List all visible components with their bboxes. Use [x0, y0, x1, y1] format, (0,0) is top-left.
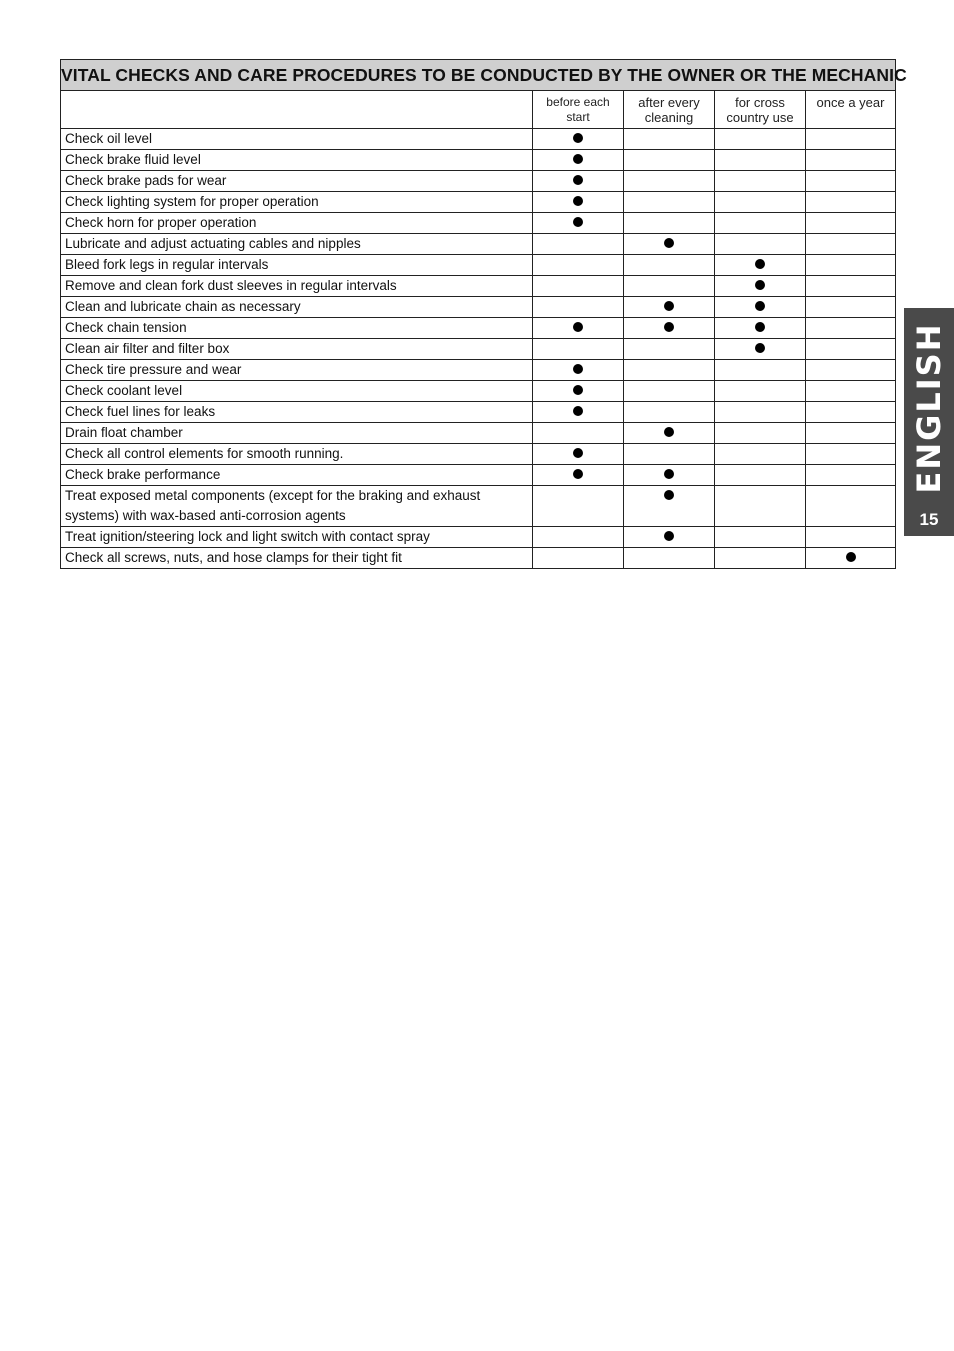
mark-cell — [715, 444, 806, 465]
column-header-once-a-year — [806, 91, 896, 129]
task-cell: Clean air filter and filter box — [61, 339, 533, 360]
mark-cell — [533, 548, 624, 569]
table-row — [61, 339, 896, 360]
task-cell: Check all screws, nuts, and hose clamps for their tight fit — [61, 548, 533, 569]
bullet-dot-icon — [664, 427, 674, 437]
task-cell: Check oil level — [61, 129, 533, 150]
mark-cell — [806, 444, 896, 465]
bullet-dot-icon — [755, 343, 765, 353]
mark-cell — [806, 360, 896, 381]
task-cell: Lubricate and adjust actuating cables and nipples — [61, 234, 533, 255]
mark-cell — [806, 486, 896, 527]
mark-cell — [715, 339, 806, 360]
mark-cell — [624, 486, 715, 527]
mark-cell — [624, 276, 715, 297]
mark-cell — [715, 150, 806, 171]
bullet-dot-icon — [664, 322, 674, 332]
task-cell: Treat ignition/steering lock and light switch with contact spray — [61, 527, 533, 548]
mark-cell — [715, 402, 806, 423]
mark-cell — [806, 276, 896, 297]
mark-cell — [533, 171, 624, 192]
mark-cell — [533, 192, 624, 213]
table-row — [61, 318, 896, 339]
table-row — [61, 402, 896, 423]
bullet-dot-icon — [755, 322, 765, 332]
mark-cell — [806, 213, 896, 234]
mark-cell — [533, 527, 624, 548]
bullet-dot-icon — [755, 280, 765, 290]
mark-cell — [715, 255, 806, 276]
mark-cell — [806, 548, 896, 569]
mark-cell — [624, 318, 715, 339]
mark-cell — [806, 423, 896, 444]
mark-cell — [533, 465, 624, 486]
mark-cell — [806, 527, 896, 548]
bullet-dot-icon — [573, 133, 583, 143]
mark-cell — [533, 318, 624, 339]
mark-cell — [533, 150, 624, 171]
mark-cell — [533, 297, 624, 318]
mark-cell — [624, 171, 715, 192]
mark-cell — [715, 381, 806, 402]
mark-cell — [624, 234, 715, 255]
task-cell: Treat exposed metal components (except for the braking and exhaust systems) with wax-based anti-corrosion agents — [61, 486, 533, 527]
bullet-dot-icon — [664, 301, 674, 311]
column-header-cross-country — [715, 91, 806, 129]
mark-cell — [806, 339, 896, 360]
task-cell: Clean and lubricate chain as necessary — [61, 297, 533, 318]
mark-cell — [806, 234, 896, 255]
task-cell: Check brake fluid level — [61, 150, 533, 171]
bullet-dot-icon — [664, 490, 674, 500]
mark-cell — [715, 129, 806, 150]
bullet-dot-icon — [573, 217, 583, 227]
bullet-dot-icon — [573, 469, 583, 479]
table-title: VITAL CHECKS AND CARE PROCEDURES TO BE CONDUCTED BY THE OWNER OR THE MECHANIC — [61, 60, 896, 91]
mark-cell — [533, 276, 624, 297]
bullet-dot-icon — [573, 175, 583, 185]
table-row — [61, 548, 896, 569]
mark-cell — [533, 213, 624, 234]
bullet-dot-icon — [573, 364, 583, 374]
bullet-dot-icon — [573, 322, 583, 332]
column-header-line: after every — [638, 94, 700, 110]
mark-cell — [806, 171, 896, 192]
bullet-dot-icon — [573, 448, 583, 458]
mark-cell — [715, 486, 806, 527]
table-title-row — [61, 60, 896, 91]
column-header-line: once a year — [816, 95, 885, 110]
bullet-dot-icon — [755, 301, 765, 311]
bullet-dot-icon — [573, 385, 583, 395]
column-header-line: country use — [726, 109, 794, 125]
column-header-before-each-start — [533, 91, 624, 129]
mark-cell — [624, 444, 715, 465]
task-cell: Check fuel lines for leaks — [61, 402, 533, 423]
bullet-dot-icon — [664, 531, 674, 541]
mark-cell — [624, 213, 715, 234]
table-row — [61, 234, 896, 255]
mark-cell — [624, 548, 715, 569]
column-header-row — [61, 91, 896, 129]
mark-cell — [715, 360, 806, 381]
task-cell: Check brake pads for wear — [61, 171, 533, 192]
mark-cell — [624, 465, 715, 486]
column-header-after-every-cleaning — [624, 91, 715, 129]
table-row — [61, 129, 896, 150]
task-cell: Bleed fork legs in regular intervals — [61, 255, 533, 276]
mark-cell — [806, 465, 896, 486]
mark-cell — [624, 402, 715, 423]
table-row — [61, 297, 896, 318]
table-row — [61, 171, 896, 192]
mark-cell — [624, 360, 715, 381]
mark-cell — [806, 381, 896, 402]
table-row — [61, 527, 896, 548]
mark-cell — [624, 255, 715, 276]
table-row — [61, 381, 896, 402]
mark-cell — [715, 527, 806, 548]
mark-cell — [806, 255, 896, 276]
task-column-header — [61, 91, 533, 129]
mark-cell — [533, 129, 624, 150]
mark-cell — [533, 255, 624, 276]
table-row — [61, 444, 896, 465]
bullet-dot-icon — [664, 469, 674, 479]
table-row — [61, 255, 896, 276]
bullet-dot-icon — [573, 196, 583, 206]
mark-cell — [533, 444, 624, 465]
care-procedures-table — [60, 59, 907, 569]
mark-cell — [624, 129, 715, 150]
column-header-line: before each — [546, 94, 610, 109]
table-row — [61, 360, 896, 381]
column-header-line: start — [566, 109, 590, 124]
task-cell: Check coolant level — [61, 381, 533, 402]
task-cell: Check all control elements for smooth running. — [61, 444, 533, 465]
mark-cell — [533, 360, 624, 381]
task-cell: Check lighting system for proper operation — [61, 192, 533, 213]
mark-cell — [806, 129, 896, 150]
mark-cell — [533, 486, 624, 527]
task-cell: Check horn for proper operation — [61, 213, 533, 234]
bullet-dot-icon — [846, 552, 856, 562]
mark-cell — [624, 423, 715, 444]
mark-cell — [624, 527, 715, 548]
task-cell: Check chain tension — [61, 318, 533, 339]
mark-cell — [624, 192, 715, 213]
mark-cell — [533, 339, 624, 360]
language-label: ENGLISH — [910, 322, 948, 494]
task-cell: Check tire pressure and wear — [61, 360, 533, 381]
table-row — [61, 276, 896, 297]
table-row — [61, 465, 896, 486]
mark-cell — [715, 213, 806, 234]
mark-cell — [806, 150, 896, 171]
mark-cell — [533, 234, 624, 255]
table-row — [61, 213, 896, 234]
mark-cell — [715, 465, 806, 486]
column-header-line: cleaning — [644, 109, 694, 125]
mark-cell — [715, 171, 806, 192]
table-body — [61, 129, 896, 569]
task-cell: Drain float chamber — [61, 423, 533, 444]
mark-cell — [624, 339, 715, 360]
mark-cell — [533, 423, 624, 444]
mark-cell — [806, 318, 896, 339]
column-header-line: for cross — [735, 94, 785, 110]
mark-cell — [533, 402, 624, 423]
mark-cell — [533, 381, 624, 402]
bullet-dot-icon — [755, 259, 765, 269]
mark-cell — [715, 234, 806, 255]
bullet-dot-icon — [664, 238, 674, 248]
mark-cell — [624, 150, 715, 171]
table-row — [61, 486, 896, 527]
table-row — [61, 150, 896, 171]
mark-cell — [624, 381, 715, 402]
task-cell: Check brake performance — [61, 465, 533, 486]
page-number: 15 — [919, 510, 939, 529]
table-row — [61, 192, 896, 213]
mark-cell — [806, 402, 896, 423]
task-cell: Remove and clean fork dust sleeves in regular intervals — [61, 276, 533, 297]
language-side-tab — [904, 308, 954, 536]
mark-cell — [715, 318, 806, 339]
table-row — [61, 423, 896, 444]
mark-cell — [806, 192, 896, 213]
mark-cell — [715, 548, 806, 569]
bullet-dot-icon — [573, 154, 583, 164]
mark-cell — [806, 297, 896, 318]
mark-cell — [624, 297, 715, 318]
mark-cell — [715, 192, 806, 213]
mark-cell — [715, 423, 806, 444]
bullet-dot-icon — [573, 406, 583, 416]
mark-cell — [715, 297, 806, 318]
mark-cell — [715, 276, 806, 297]
